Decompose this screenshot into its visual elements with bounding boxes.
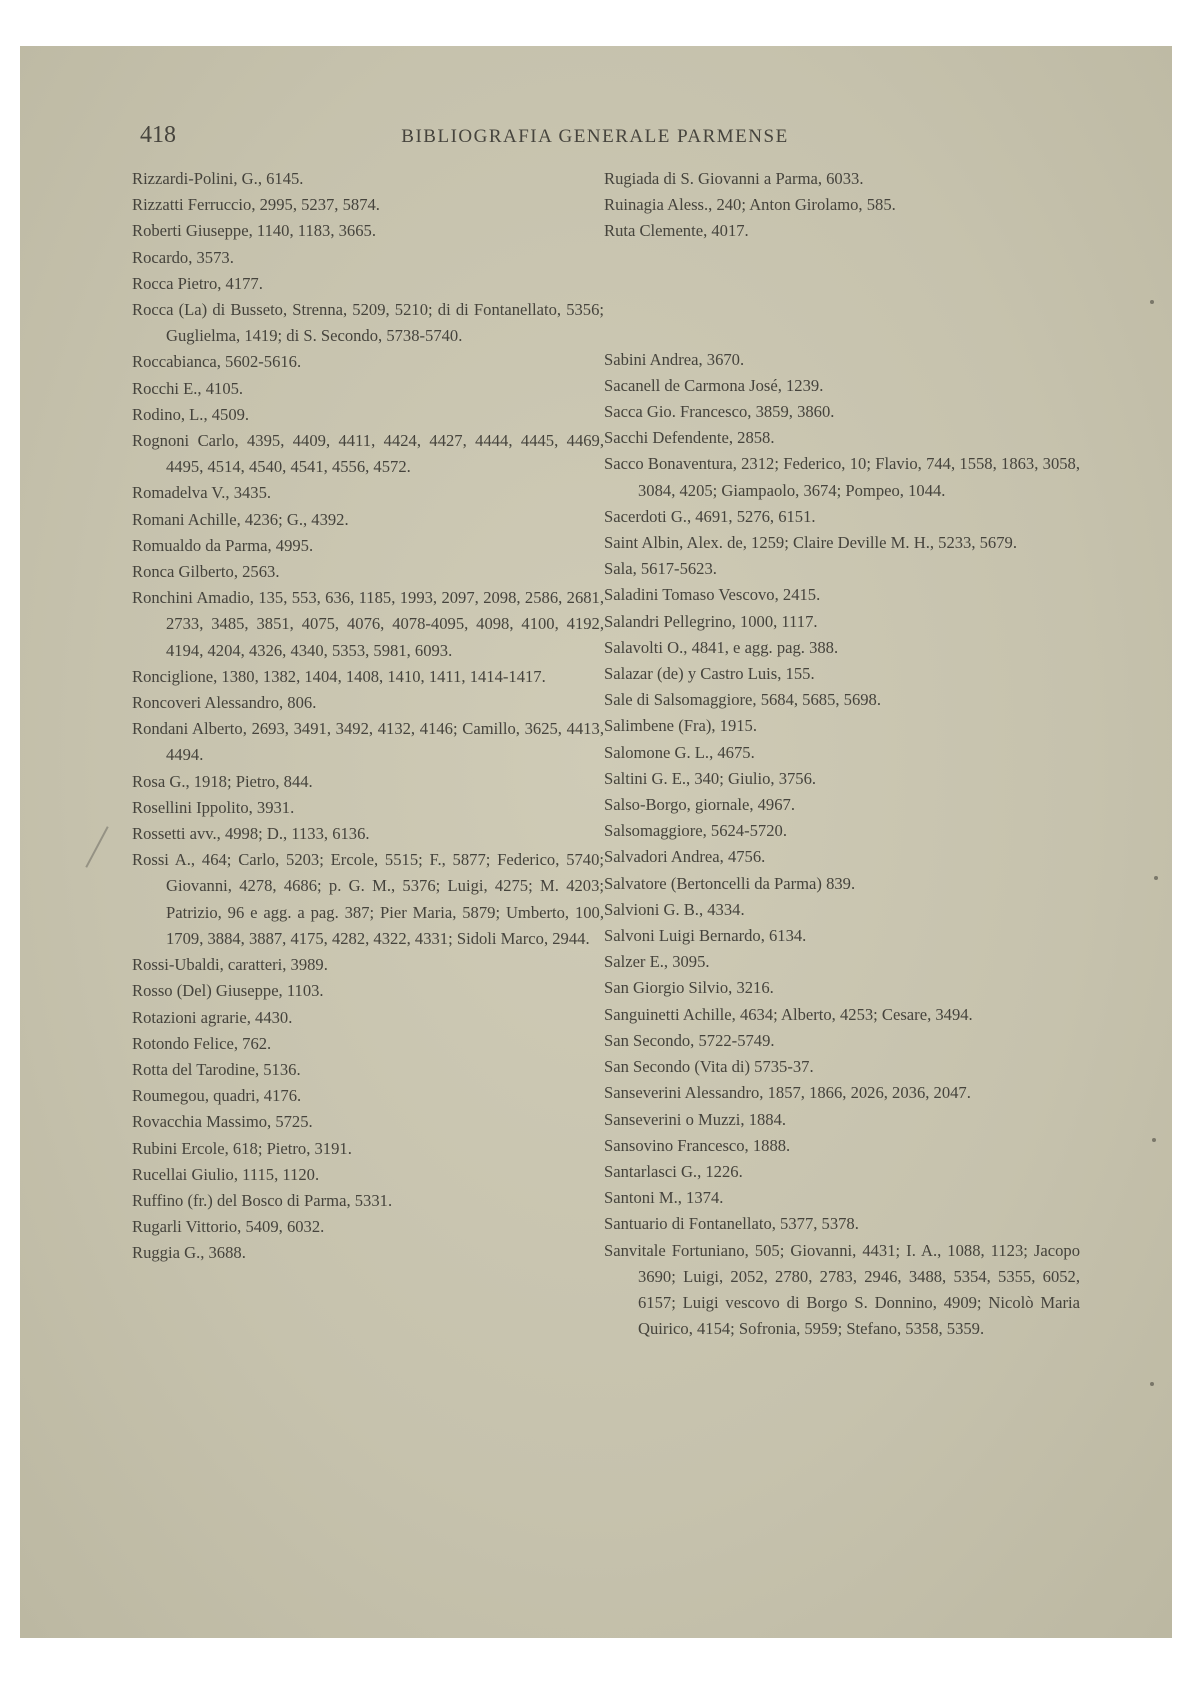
index-entry: Salsomaggiore, 5624-5720. (604, 821, 787, 841)
running-title: BIBLIOGRAFIA GENERALE PARMENSE (401, 126, 789, 147)
index-entry: Rocchi E., 4105. (132, 378, 244, 398)
index-entry: San Secondo, 5722-5749. (604, 1030, 775, 1050)
index-entry: Roncoveri Alessandro, 806. (132, 693, 317, 713)
index-entry: Ruinagia Aless., 240; Anton Girolamo, 585. (604, 195, 896, 215)
margin-speck (1150, 300, 1154, 304)
index-entry: Salavolti O., 4841, e agg. pag. 388. (604, 637, 839, 657)
index-entry: Rossi A., 464; Carlo, 5203; Ercole, 5515; F., 5877; Federico, 5740; Giovanni, 4278, 4686; p. G. M., 5376; Luigi, 4275; M. 4203; Patrizio, 96 e agg. a pag. 387; Pier Maria, 5879; Umberto, 100, 1709, 3884, 3887, 4175, 4282, 4322, 4331; Sidoli Marco, 2944. (132, 850, 604, 948)
index-entry: Rizzardi-Polini, G., 6145. (132, 169, 304, 188)
index-entry: Salzer E., 3095. (604, 952, 710, 972)
index-entry: Sacanell de Carmona José, 1239. (604, 375, 824, 395)
index-entry: Rocca (La) di Busseto, Strenna, 5209, 5210; di di Fontanellato, 5356; Guglielma, 1419; di S. Secondo, 5738-5740. (132, 300, 604, 346)
index-entry: Sacerdoti G., 4691, 5276, 6151. (604, 506, 816, 526)
index-entry: Rondani Alberto, 2693, 3491, 3492, 4132, 4146; Camillo, 3625, 4413, 4494. (132, 719, 604, 765)
index-entry: Ronciglione, 1380, 1382, 1404, 1408, 1410, 1411, 1414-1417. (132, 666, 546, 686)
index-entry: Salandri Pellegrino, 1000, 1117. (604, 611, 818, 631)
index-entry: Rucellai Giulio, 1115, 1120. (132, 1164, 320, 1184)
index-entry: Salvoni Luigi Bernardo, 6134. (604, 926, 807, 946)
index-entry: Rovacchia Massimo, 5725. (132, 1112, 313, 1132)
index-entry: Sanguinetti Achille, 4634; Alberto, 4253; Cesare, 3494. (604, 1004, 973, 1024)
index-entry: Sala, 5617-5623. (604, 559, 717, 579)
index-entry: Rossi-Ubaldi, caratteri, 3989. (132, 955, 328, 975)
index-group-s (604, 347, 1080, 1343)
scanned-page (20, 46, 1172, 1638)
index-entry: Rodino, L., 4509. (132, 404, 250, 424)
index-entry: Santuario di Fontanellato, 5377, 5378. (604, 1214, 859, 1234)
index-entry: Roccabianca, 5602-5616. (132, 352, 302, 372)
index-entry: Rotta del Tarodine, 5136. (132, 1059, 301, 1079)
page-number: 418 (140, 122, 176, 148)
index-entry: Sacca Gio. Francesco, 3859, 3860. (604, 402, 835, 422)
margin-speck (1152, 1138, 1156, 1142)
index-entry: Ruta Clemente, 4017. (604, 221, 749, 241)
index-entry: Sabini Andrea, 3670. (604, 349, 745, 369)
index-entry: Sanseverini o Muzzi, 1884. (604, 1109, 787, 1129)
index-entry: Ruggia G., 3688. (132, 1243, 246, 1263)
index-entry: San Secondo (Vita di) 5735-37. (604, 1057, 814, 1077)
margin-speck (1154, 876, 1158, 880)
index-group-r (604, 166, 1080, 245)
index-entry: Rocca Pietro, 4177. (132, 273, 263, 293)
running-head (140, 122, 1050, 152)
index-column-right (604, 166, 1080, 1342)
index-entry: Rotondo Felice, 762. (132, 1033, 272, 1053)
index-entry: Ronchini Amadio, 135, 553, 636, 1185, 1993, 2097, 2098, 2586, 2681, 2733, 3485, 3851, 4075, 4076, 4078-4095, 4098, 4100, 4192, 4194, 4204, 4326, 4340, 5353, 5981, 6093. (132, 588, 604, 660)
index-entry: Saltini G. E., 340; Giulio, 3756. (604, 768, 817, 788)
index-entry: Rosa G., 1918; Pietro, 844. (132, 771, 313, 791)
index-entry: Sacco Bonaventura, 2312; Federico, 10; Flavio, 744, 1558, 1863, 3058, 3084, 4205; Giampaolo, 3674; Pompeo, 1044. (604, 454, 1080, 500)
index-entry: Sanseverini Alessandro, 1857, 1866, 2026, 2036, 2047. (604, 1083, 971, 1103)
index-entry: Rosellini Ippolito, 3931. (132, 797, 295, 817)
index-entry: Salso-Borgo, giornale, 4967. (604, 795, 795, 815)
margin-speck (1150, 1382, 1154, 1386)
index-entry: Rotazioni agrarie, 4430. (132, 1007, 293, 1027)
index-entry: Santarlasci G., 1226. (604, 1161, 743, 1181)
pencil-mark (85, 826, 108, 868)
index-entry: Rubini Ercole, 618; Pietro, 3191. (132, 1138, 352, 1158)
index-entry: Ronca Gilberto, 2563. (132, 562, 280, 582)
index-entry: Rossetti avv., 4998; D., 1133, 6136. (132, 824, 370, 844)
index-entry: Saladini Tomaso Vescovo, 2415. (604, 585, 821, 605)
index-entry: Salvatore (Bertoncelli da Parma) 839. (604, 873, 856, 893)
index-entry: Saint Albin, Alex. de, 1259; Claire Deville M. H., 5233, 5679. (604, 533, 1017, 553)
index-entry: Rizzatti Ferruccio, 2995, 5237, 5874. (132, 195, 380, 215)
index-entry: Romani Achille, 4236; G., 4392. (132, 509, 349, 529)
index-entry: Romualdo da Parma, 4995. (132, 535, 314, 555)
index-entry: Romadelva V., 3435. (132, 483, 272, 503)
index-entry: Rosso (Del) Giuseppe, 1103. (132, 981, 324, 1001)
index-entry: Salazar (de) y Castro Luis, 155. (604, 664, 815, 684)
index-column-left (132, 166, 604, 1267)
index-entry: Salvioni G. B., 4334. (604, 899, 745, 919)
index-entry: Salomone G. L., 4675. (604, 742, 755, 762)
index-entry: Roberti Giuseppe, 1140, 1183, 3665. (132, 221, 376, 241)
index-entry: San Giorgio Silvio, 3216. (604, 978, 774, 998)
index-entry: Sansovino Francesco, 1888. (604, 1135, 791, 1155)
index-entry: Rugiada di S. Giovanni a Parma, 6033. (604, 169, 864, 188)
index-entry: Roumegou, quadri, 4176. (132, 1086, 302, 1106)
letter-group-gap (604, 245, 1080, 347)
index-entry: Salimbene (Fra), 1915. (604, 716, 757, 736)
index-entry: Sanvitale Fortuniano, 505; Giovanni, 4431; I. A., 1088, 1123; Jacopo 3690; Luigi, 2052, 2780, 2783, 2946, 3488, 5354, 5355, 6052, 6157; Luigi vescovo di Borgo S. Donnino, 4909; Nicolò Maria Quirico, 4154; Sofronia, 5959; Stefano, 5358, 5359. (604, 1240, 1080, 1339)
index-entry: Salvadori Andrea, 4756. (604, 847, 766, 867)
index-entry: Rugarli Vittorio, 5409, 6032. (132, 1217, 325, 1237)
index-entry: Sacchi Defendente, 2858. (604, 428, 775, 448)
index-entry: Rocardo, 3573. (132, 247, 234, 267)
index-entry: Sale di Salsomaggiore, 5684, 5685, 5698. (604, 690, 881, 710)
index-entry: Rognoni Carlo, 4395, 4409, 4411, 4424, 4427, 4444, 4445, 4469, 4495, 4514, 4540, 4541, 4556, 4572. (132, 431, 604, 477)
index-entry: Santoni M., 1374. (604, 1188, 724, 1208)
index-entry: Ruffino (fr.) del Bosco di Parma, 5331. (132, 1190, 393, 1210)
